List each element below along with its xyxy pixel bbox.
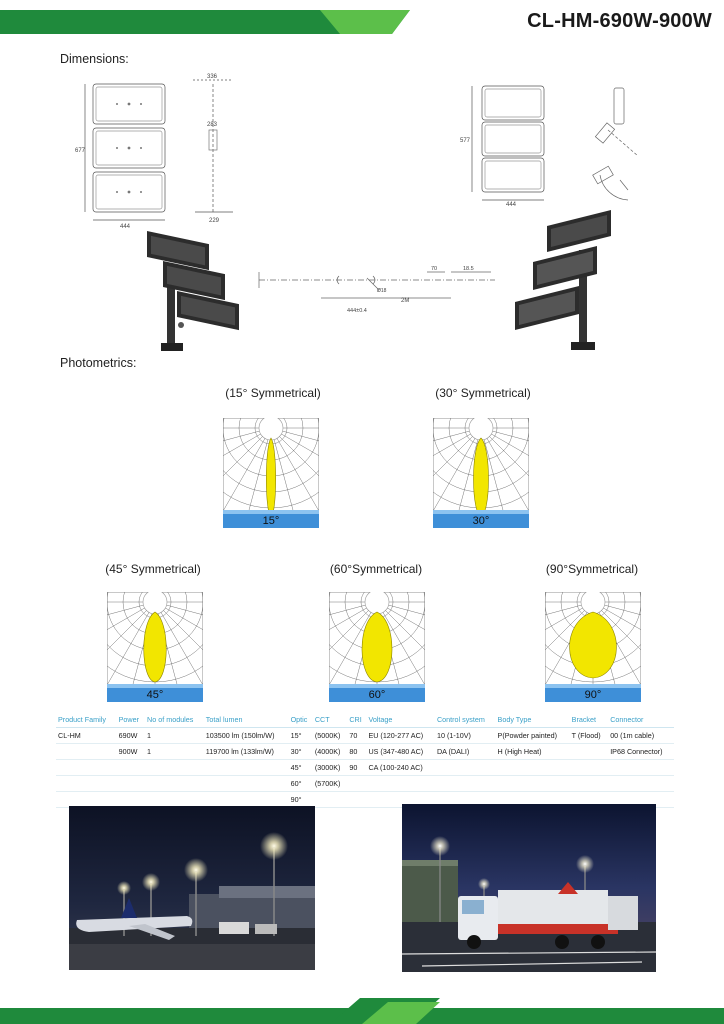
spec-table-cell: 70 <box>347 728 366 744</box>
bracket-angle-drawing <box>580 80 650 210</box>
dim-inner-height: 283 <box>207 122 218 128</box>
spec-table-cell: CL-HM <box>56 728 117 744</box>
spec-table-cell: (5700K) <box>313 776 348 792</box>
footer-accent-bar <box>0 994 724 1024</box>
polar-angle-label: 60° <box>368 689 386 701</box>
col-header: Bracket <box>570 712 609 728</box>
col-header: Connector <box>608 712 674 728</box>
spec-table-row <box>56 776 674 792</box>
spec-table-cell: EU (120-277 AC) <box>366 728 435 744</box>
spec-table-cell: (4000K) <box>313 744 348 760</box>
spec-table-cell <box>56 776 117 792</box>
polar-diagram-90 <box>545 592 641 702</box>
polar-title-30: (30° Symmetrical) <box>435 386 531 400</box>
side-dimension-drawing <box>460 78 580 208</box>
page-title: CL-HM-690W-900W <box>527 10 712 32</box>
cable-a-label: 70 <box>431 266 438 272</box>
spec-table-cell <box>117 760 145 776</box>
fixture-render-left <box>135 225 245 355</box>
spec-table-cell <box>313 792 348 808</box>
polar-angle-label: 45° <box>146 689 164 701</box>
col-header: CRI <box>347 712 366 728</box>
spec-table-cell: 00 (1m cable) <box>608 728 674 744</box>
spec-table-cell <box>496 776 570 792</box>
polar-diagram-60 <box>329 592 425 702</box>
spec-table-cell: (3000K) <box>313 760 348 776</box>
col-header: Optic <box>289 712 313 728</box>
spec-table-cell: 30° <box>289 744 313 760</box>
col-header: Voltage <box>366 712 435 728</box>
dim-overall-height: 677 <box>75 148 86 154</box>
front-dimension-drawing <box>75 70 245 230</box>
spec-table-cell: T (Flood) <box>570 728 609 744</box>
fixture-render-right <box>505 210 620 355</box>
spec-table-cell: H (High Heat) <box>496 744 570 760</box>
dim-top-width: 336 <box>207 74 218 80</box>
spec-table-cell: 103500 lm (150lm/W) <box>204 728 289 744</box>
spec-table-cell: IP68 Connector) <box>608 744 674 760</box>
spec-table-cell: 90 <box>347 760 366 776</box>
cable-total-label: 444±0.4 <box>347 308 367 314</box>
dimensions-heading: Dimensions: <box>60 52 129 66</box>
polar-title-60: (60°Symmetrical) <box>329 562 423 576</box>
spec-table-cell: 45° <box>289 760 313 776</box>
airport-apron-photo <box>69 806 315 970</box>
spec-table-cell <box>145 760 204 776</box>
cable-length-label: 2M <box>401 298 410 304</box>
spec-table-cell: 1 <box>145 728 204 744</box>
dim-side-height: 577 <box>460 138 471 144</box>
photometrics-heading: Photometrics: <box>60 356 137 370</box>
polar-title-90: (90°Symmetrical) <box>545 562 639 576</box>
spec-table-header <box>56 712 674 728</box>
col-header: No of modules <box>145 712 204 728</box>
cable-dimension-drawing <box>255 262 510 318</box>
polar-diagram-15 <box>223 418 319 528</box>
spec-table-cell: 1 <box>145 744 204 760</box>
polar-title-45: (45° Symmetrical) <box>105 562 201 576</box>
polar-angle-label: 30° <box>472 515 490 527</box>
spec-table-cell: 90° <box>289 792 313 808</box>
spec-table-cell: US (347-480 AC) <box>366 744 435 760</box>
spec-table-cell <box>145 776 204 792</box>
header-accent-bar <box>0 10 410 34</box>
spec-table-cell: 690W <box>117 728 145 744</box>
spec-table-cell: (5000K) <box>313 728 348 744</box>
spec-table-cell: 80 <box>347 744 366 760</box>
col-header: CCT <box>313 712 348 728</box>
spec-table-cell <box>435 776 496 792</box>
spec-table-cell <box>56 744 117 760</box>
spec-table-cell: 900W <box>117 744 145 760</box>
dim-depth: 229 <box>209 218 220 224</box>
polar-angle-label: 15° <box>262 515 280 527</box>
spec-table-cell <box>347 792 366 808</box>
polar-angle-label: 90° <box>584 689 602 701</box>
spec-table-cell <box>204 760 289 776</box>
cable-b-label: 18.5 <box>463 266 474 272</box>
col-header: Control system <box>435 712 496 728</box>
col-header: Power <box>117 712 145 728</box>
spec-table-cell <box>570 744 609 760</box>
polar-diagram-45 <box>107 592 203 702</box>
spec-table-cell: CA (100-240 AC) <box>366 760 435 776</box>
airport-truck-photo <box>402 804 656 972</box>
col-header: Total lumen <box>204 712 289 728</box>
spec-table <box>56 712 674 808</box>
spec-table-cell <box>204 776 289 792</box>
spec-table-cell: 60° <box>289 776 313 792</box>
spec-table-cell <box>496 760 570 776</box>
spec-table-cell <box>608 776 674 792</box>
spec-table-cell: 10 (1-10V) <box>435 728 496 744</box>
spec-table-cell <box>117 776 145 792</box>
spec-table-cell: 119700 lm (133lm/W) <box>204 744 289 760</box>
spec-table-row <box>56 744 674 760</box>
spec-table-cell <box>570 760 609 776</box>
spec-table-row <box>56 760 674 776</box>
spec-table-cell: 15° <box>289 728 313 744</box>
polar-diagram-30 <box>433 418 529 528</box>
spec-table-cell: DA (DALI) <box>435 744 496 760</box>
spec-table-cell <box>435 760 496 776</box>
dim-bottom-width: 444 <box>120 224 131 230</box>
cable-dia-label: Ø18 <box>377 288 387 294</box>
col-header: Body Type <box>496 712 570 728</box>
spec-table-cell <box>347 776 366 792</box>
spec-table-cell: P(Powder painted) <box>496 728 570 744</box>
dim-side-width: 444 <box>506 202 517 208</box>
polar-title-15: (15° Symmetrical) <box>225 386 321 400</box>
col-header: Product Family <box>56 712 117 728</box>
spec-table-row <box>56 728 674 744</box>
spec-table-cell <box>366 776 435 792</box>
spec-table-cell <box>570 776 609 792</box>
spec-table-cell <box>608 760 674 776</box>
spec-table-cell <box>56 760 117 776</box>
